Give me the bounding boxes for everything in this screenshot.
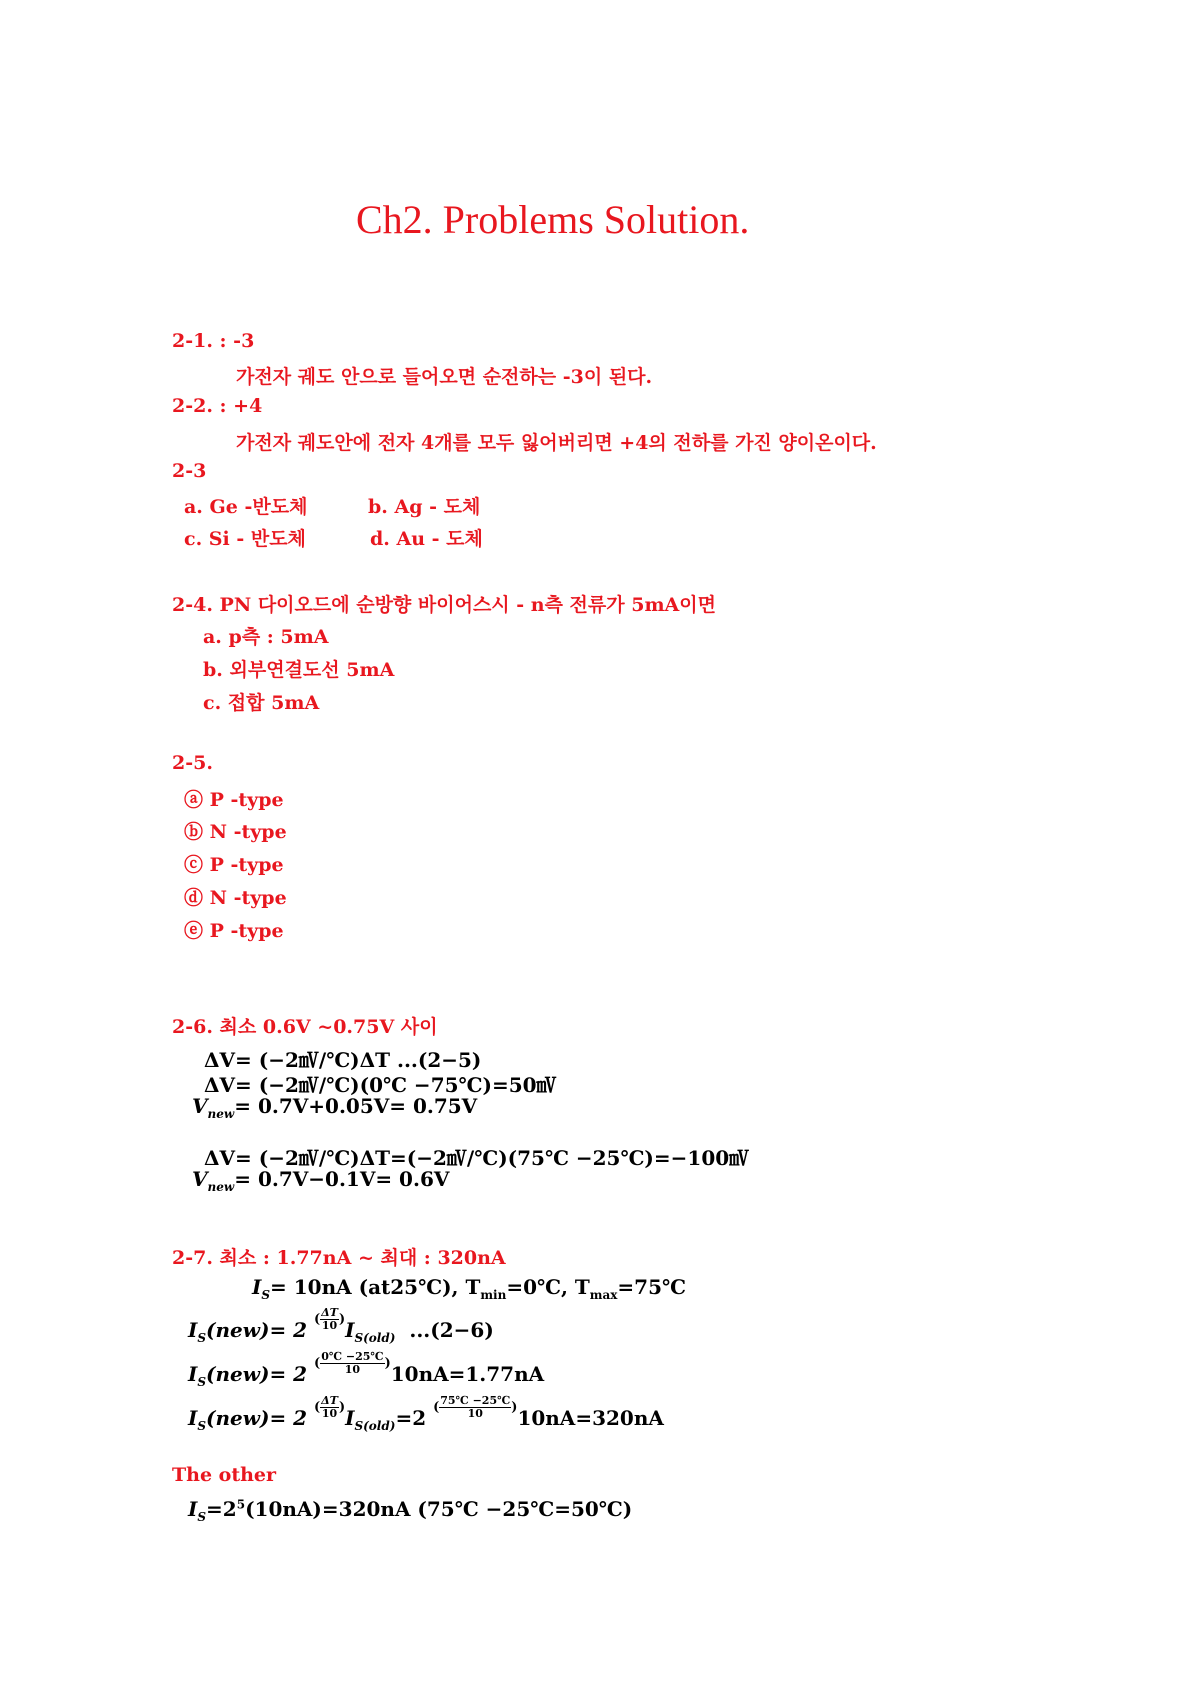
- problem-2-2-heading: 2-2. : +4: [172, 395, 263, 417]
- eq-i-symbol: I: [252, 1275, 262, 1299]
- problem-2-5-item-c: ⓒ P -type: [184, 854, 284, 876]
- eq-2-6-v2-sub: new: [207, 1180, 235, 1194]
- other-equation: [188, 1497, 632, 1524]
- fraction-den: 10: [467, 1407, 483, 1420]
- eq-2-7-line-3: [188, 1350, 545, 1390]
- fraction-den: 10: [344, 1363, 361, 1376]
- eq-is-new: (new)= 2: [206, 1406, 308, 1430]
- eq-line-1-end: =75℃: [617, 1275, 686, 1299]
- eq-i-old-sub: S(old): [354, 1419, 396, 1433]
- problem-2-5-heading: 2-5.: [172, 752, 213, 774]
- eq-equals: =2: [395, 1406, 427, 1430]
- eq-i-sub: S: [197, 1331, 207, 1345]
- eq-i-old: I: [345, 1318, 355, 1342]
- problem-2-4-heading: 2-4. PN 다이오드에 순방향 바이어스시 - n측 전류가 5mA이면: [172, 594, 717, 616]
- problem-2-5-item-e: ⓔ P -type: [184, 920, 284, 942]
- eq-i-symbol: I: [188, 1406, 198, 1430]
- eq-2-6-line-1: ΔV= (−2㎷/℃)ΔT ...(2−5): [204, 1048, 482, 1072]
- problem-2-3-c: c. Si - 반도체: [184, 528, 306, 550]
- eq-i-symbol: I: [188, 1362, 198, 1386]
- other-heading: The other: [172, 1464, 277, 1486]
- eq-exponent: 5: [236, 1497, 246, 1512]
- problem-2-5-item-d: ⓓ N -type: [184, 887, 287, 909]
- problem-2-6-heading: 2-6. 최소 0.6V ~0.75V 사이: [172, 1016, 438, 1038]
- eq-tmin-sub: min: [480, 1288, 507, 1302]
- eq-i-old-sub: S(old): [354, 1331, 396, 1345]
- eq-2-6-line-2: ΔV= (−2㎷/℃)(0℃ −75℃)=50㎷: [204, 1073, 557, 1097]
- eq-is-new: (new)= 2: [206, 1362, 308, 1386]
- eq-ref: ...(2−6): [409, 1318, 494, 1342]
- fraction-num: ΔT: [321, 1306, 338, 1319]
- eq-i-sub: S: [261, 1288, 271, 1302]
- eq-line-1-mid: = 10nA (at25℃), T: [270, 1275, 481, 1299]
- fraction: [439, 1395, 511, 1420]
- eq-2-6-line-3: [192, 1094, 477, 1121]
- eq-tmax-sub: max: [589, 1288, 618, 1302]
- fraction: [320, 1395, 339, 1420]
- exponent: ( ΔT 10 ): [314, 1394, 346, 1420]
- exponent: ( ΔT 10 ): [314, 1306, 346, 1332]
- eq-2-7-line-1: [252, 1275, 686, 1302]
- problem-2-4-b: b. 외부연결도선 5mA: [203, 659, 395, 681]
- page-title: Ch2. Problems Solution.: [356, 197, 750, 242]
- eq-i-symbol: I: [188, 1318, 198, 1342]
- problem-2-1-answer: 가전자 궤도 안으로 들어오면 순전하는 -3이 된다.: [236, 366, 653, 388]
- fraction-num: 75℃ −25℃: [440, 1394, 511, 1407]
- eq-result: 10nA=320nA: [517, 1406, 664, 1430]
- eq-2-6-line-5: [192, 1167, 449, 1194]
- fraction: [320, 1351, 384, 1376]
- problem-2-7-heading: 2-7. 최소 : 1.77nA ~ 최대 : 320nA: [172, 1247, 506, 1269]
- eq-i-old: I: [345, 1406, 355, 1430]
- fraction-den: 10: [321, 1407, 338, 1420]
- eq-result: 10nA=1.77nA: [390, 1362, 545, 1386]
- eq-2-6-v2: V: [192, 1167, 208, 1191]
- eq-i-sub: S: [197, 1375, 207, 1389]
- problem-2-5-item-b: ⓑ N -type: [184, 821, 287, 843]
- eq-i-sub: S: [197, 1510, 207, 1524]
- problem-2-3-heading: 2-3: [172, 460, 207, 482]
- exponent: ( 0℃ −25℃ 10 ): [314, 1350, 391, 1376]
- problem-2-5-item-a: ⓐ P -type: [184, 789, 284, 811]
- exponent: ( 75℃ −25℃ 10 ): [433, 1394, 518, 1420]
- eq-2-6-line-3-rhs: = 0.7V+0.05V= 0.75V: [234, 1094, 478, 1118]
- problem-2-3-b: b. Ag - 도체: [368, 496, 481, 518]
- eq-is-new: (new)= 2: [206, 1318, 308, 1342]
- eq-2-6-line-5-rhs: = 0.7V−0.1V= 0.6V: [234, 1167, 450, 1191]
- eq-2-6-v: V: [192, 1094, 208, 1118]
- problem-2-1-heading: 2-1. : -3: [172, 330, 255, 352]
- fraction-den: 10: [321, 1319, 338, 1332]
- eq-2-6-line-4: ΔV= (−2㎷/℃)ΔT=(−2㎷/℃)(75℃ −25℃)=−100㎷: [204, 1146, 750, 1170]
- eq-i-symbol: I: [188, 1497, 198, 1521]
- eq-i-sub: S: [197, 1419, 207, 1433]
- eq-rest: (10nA)=320nA (75℃ −25℃=50℃): [245, 1497, 633, 1521]
- eq-equals: =2: [206, 1497, 237, 1521]
- problem-2-2-answer: 가전자 궤도안에 전자 4개를 모두 잃어버리면 +4의 전하를 가진 양이온이다.: [236, 432, 877, 454]
- problem-2-3-a: a. Ge -반도체: [184, 496, 308, 518]
- eq-line-1-mid2: =0℃, T: [506, 1275, 590, 1299]
- fraction-num: ΔT: [321, 1394, 338, 1407]
- problem-2-4-c: c. 접합 5mA: [203, 692, 320, 714]
- fraction-num: 0℃ −25℃: [321, 1350, 384, 1363]
- problem-2-3-d: d. Au - 도체: [370, 528, 483, 550]
- eq-2-6-v-sub: new: [207, 1107, 235, 1121]
- problem-2-4-a: a. p측 : 5mA: [203, 626, 329, 648]
- fraction: [320, 1307, 339, 1332]
